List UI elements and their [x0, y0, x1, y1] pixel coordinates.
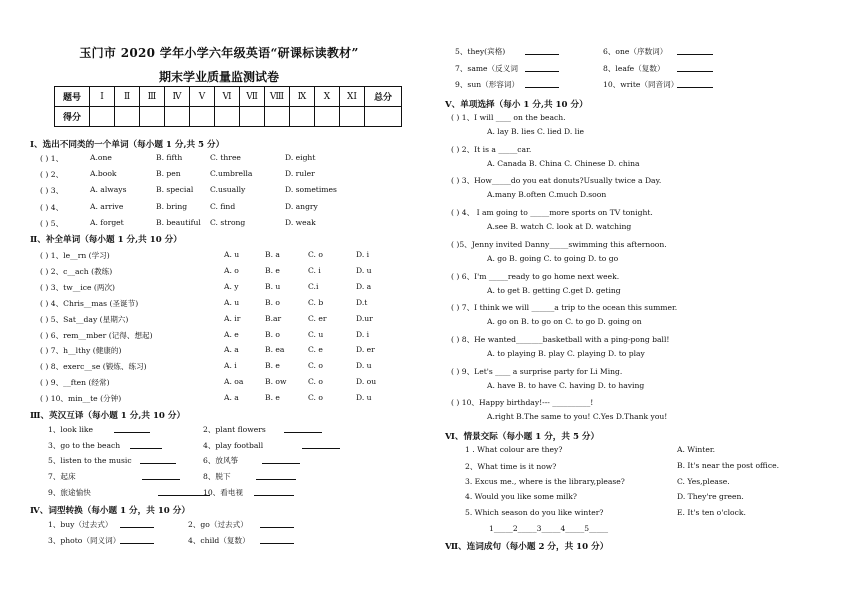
exam-subtitle: 期末学业质量监测试卷	[158, 70, 279, 84]
q3-item-left: 3、go to the beach	[48, 440, 121, 450]
q3-item-left: 1、look like	[48, 425, 93, 434]
q2-word: ( ) 2、c__ach (教练)	[40, 266, 113, 276]
q4-item-right: 10、write（同音词）	[603, 80, 679, 89]
q1-prefix: ( ) 2、	[40, 170, 64, 180]
q2-option-a: A. a	[224, 393, 239, 403]
q2-option-b: B. e	[265, 393, 280, 403]
score-cell[interactable]	[340, 107, 365, 127]
q1-option-a: A. arrive	[90, 201, 124, 211]
q1-option-b: B. beautiful	[156, 217, 201, 227]
q2-word: ( ) 1、le__rn (学习)	[40, 251, 110, 260]
q1-option-b: B. fifth	[156, 153, 183, 162]
q3-item-left: 7、起床	[48, 472, 76, 482]
q2-word: ( ) 7、h__lthy (健康的)	[40, 346, 122, 356]
q4-answer-blank[interactable]	[525, 63, 559, 72]
section-5-heading: Ⅴ、单项选择（每小 1 分,共 10 分）	[445, 100, 588, 110]
q2-option-b: B.ar	[265, 313, 282, 323]
q4-item-right: 8、leafe（复数）	[603, 63, 665, 73]
score-header-cell: Ⅴ	[190, 87, 215, 107]
q5-question: ( ) 8、He wanted_______basketball with a ping-pong ball!	[451, 334, 670, 344]
q2-option-c: C.i	[308, 281, 319, 291]
score-header-cell: ⅩⅠ	[340, 87, 365, 107]
q6-question: 4. Would you like some milk?	[465, 492, 577, 502]
q6-question: 5. Which season do you like winter?	[465, 508, 604, 518]
q2-option-c: C. u	[308, 329, 324, 339]
score-row-label: 得分	[55, 107, 90, 127]
q6-question: 3. Excus me., where is the library,please?	[465, 476, 625, 486]
q6-question: 1 . What colour are they?	[465, 445, 563, 454]
q6-answer-option: C. Yes,please.	[677, 476, 730, 486]
q2-option-b: B. ea	[265, 345, 285, 355]
q2-word: ( ) 3、tw__ice (两次)	[40, 282, 116, 292]
q6-answer-option: B. It's near the post office.	[677, 460, 780, 470]
q2-option-d: D. ou	[356, 377, 377, 387]
score-header-cell: 总分	[365, 87, 402, 107]
q5-question: ( ) 7、I think we will ______a trip to the ocean this summer.	[451, 303, 678, 313]
q5-options: A. go B. going C. to going D. to go	[487, 253, 619, 263]
q4-answer-blank[interactable]	[677, 63, 713, 72]
q2-option-c: C. e	[308, 345, 323, 355]
score-header-cell: Ⅰ	[90, 87, 115, 107]
q4-answer-blank[interactable]	[260, 535, 294, 544]
score-cell[interactable]	[140, 107, 165, 127]
q1-option-c: C. strong	[210, 217, 246, 227]
q5-options: A. to get B. getting C.get D. geting	[487, 285, 621, 295]
q2-option-a: A. oa	[224, 377, 244, 387]
score-header-cell: Ⅹ	[315, 87, 340, 107]
q3-answer-blank[interactable]	[262, 455, 300, 464]
q1-option-a: A. always	[90, 185, 127, 195]
score-cell[interactable]	[315, 107, 340, 127]
q5-options: A.right B.The same to you! C.Yes D.Thank you!	[487, 412, 668, 422]
q3-item-right: 6、放风筝	[203, 456, 239, 466]
q2-option-d: D. u	[356, 361, 372, 371]
q1-option-d: D. ruler	[285, 169, 315, 179]
q1-prefix: ( ) 4、	[40, 202, 64, 212]
q1-option-c: C.usually	[210, 185, 246, 195]
q4-answer-blank[interactable]	[677, 79, 713, 88]
q2-word: ( ) 5、Sat__day (星期六)	[40, 314, 129, 324]
q1-prefix: ( ) 3、	[40, 186, 64, 196]
section-4-heading: Ⅳ、词型转换（每小题 1 分，共 10 分）	[30, 506, 190, 516]
q4-item-left: 5、they(宾格)	[455, 47, 506, 56]
q2-option-a: A. ir	[224, 313, 241, 323]
q4-item-right: 6、one（序数词）	[603, 47, 668, 56]
q3-item-right: 4、play football	[203, 440, 264, 450]
exam-title: 玉门市 2020 学年小学六年级英语“研课标读教材”	[79, 46, 359, 60]
q2-option-a: A. a	[224, 345, 239, 355]
q5-question: ( ) 3、How_____do you eat donuts?Usually twice a Day.	[451, 176, 662, 186]
q4-answer-blank[interactable]	[525, 46, 559, 55]
q2-option-a: A. i	[224, 361, 237, 371]
q2-option-b: B. u	[265, 281, 281, 291]
q2-option-d: D. i	[356, 329, 370, 339]
score-cell[interactable]	[215, 107, 240, 127]
q6-question: 2、What time is it now?	[465, 461, 557, 471]
q4-item-left: 9、sun（形容词）	[455, 80, 520, 89]
score-header-cell: Ⅷ	[265, 87, 290, 107]
q2-option-d: D.t	[356, 297, 368, 307]
q1-option-c: C. three	[210, 153, 241, 162]
score-cell[interactable]	[240, 107, 265, 127]
q2-option-d: D. u	[356, 393, 372, 403]
q3-item-right: 10、看电视	[203, 487, 244, 497]
q2-option-c: C. o	[308, 361, 323, 371]
score-header-cell: Ⅲ	[140, 87, 165, 107]
q2-option-c: C. er	[308, 313, 327, 323]
q2-word: ( ) 6、rem__mber (记得、想起)	[40, 330, 153, 340]
score-table-score-row	[55, 107, 402, 127]
q1-option-a: A.one	[90, 153, 112, 162]
section-7-heading: Ⅶ、连词成句（每小题 2 分，共 10 分）	[445, 542, 609, 552]
section-2-heading: Ⅱ、补全单词（每小题 1 分,共 10 分）	[30, 235, 182, 245]
score-table	[54, 86, 402, 127]
q4-item-left: 3、photo（同义词）	[48, 536, 121, 545]
score-cell[interactable]	[115, 107, 140, 127]
q5-question: ( ) 9、Let's ____ a surprise party for Li Ming.	[451, 366, 623, 376]
score-cell[interactable]	[265, 107, 290, 127]
q2-option-b: B. e	[265, 361, 280, 371]
q3-item-right: 8、脱下	[203, 472, 231, 482]
section-3-heading: Ⅲ、英汉互译（每小题 1 分,共 10 分）	[30, 411, 186, 421]
q2-option-a: A. u	[224, 297, 240, 307]
q3-answer-blank[interactable]	[130, 440, 162, 449]
q2-option-d: D. a	[356, 281, 372, 291]
q1-option-b: B. bring	[156, 201, 188, 211]
q3-answer-blank[interactable]	[114, 424, 150, 433]
score-header-cell: Ⅸ	[290, 87, 315, 107]
q2-option-c: C. o	[308, 250, 323, 259]
q1-option-d: D. angry	[285, 201, 318, 211]
q1-option-c: C.umbrella	[210, 169, 253, 179]
q2-option-b: B. o	[265, 297, 280, 307]
score-header-cell: Ⅱ	[115, 87, 140, 107]
q1-prefix: ( ) 5、	[40, 218, 64, 228]
q1-option-b: B. pen	[156, 169, 181, 179]
q2-option-d: D. er	[356, 345, 375, 355]
q2-option-b: B. a	[265, 250, 280, 259]
q2-word: ( ) 8、exerc__se (锻炼、练习)	[40, 362, 147, 372]
q3-item-left: 5、listen to the music	[48, 456, 132, 466]
q5-options: A. to playing B. play C. playing D. to play	[487, 348, 645, 358]
q5-question: ( )5、Jenny invited Danny_____swimming this afternoon.	[451, 239, 667, 249]
score-header-cell: Ⅶ	[240, 87, 265, 107]
q3-item-right: 2、plant flowers	[203, 425, 266, 434]
q4-answer-blank[interactable]	[120, 535, 154, 544]
q4-answer-blank[interactable]	[120, 519, 154, 528]
q4-item-right: 2、go（过去式）	[188, 520, 248, 529]
q6-answer-option: E. It's ten o'clock.	[677, 508, 746, 518]
q1-option-c: C. find	[210, 201, 236, 211]
q2-option-b: B. o	[265, 329, 280, 339]
score-header-cell: Ⅵ	[215, 87, 240, 107]
q3-answer-blank[interactable]	[142, 471, 180, 480]
section-1-heading: Ⅰ、选出不同类的一个单词（每小题 1 分,共 5 分）	[30, 140, 225, 150]
q5-options: A.see B. watch C. look at D. watching	[487, 222, 632, 232]
q5-question: ( ) 4、 I am going to _____more sports on TV tonight.	[451, 208, 653, 218]
q5-options: A. go on B. to go on C. to go D. going on	[487, 317, 642, 327]
q5-options: A.many B.often C.much D.soon	[487, 190, 607, 200]
score-cell[interactable]	[90, 107, 115, 127]
q1-prefix: ( ) 1、	[40, 154, 64, 163]
q1-option-a: A. forget	[90, 217, 124, 227]
q2-option-a: A. y	[224, 281, 239, 291]
q2-option-d: D.ur	[356, 313, 373, 323]
q2-option-b: B. ow	[265, 377, 287, 387]
q2-option-c: C. o	[308, 377, 323, 387]
score-cell[interactable]	[165, 107, 190, 127]
q5-options: A. lay B. lies C. lied D. lie	[487, 127, 585, 136]
q5-options: A. have B. to have C. having D. to having	[487, 380, 645, 390]
q5-question: ( ) 2、It is a _____car.	[451, 144, 532, 154]
q4-item-right: 4、child（复数）	[188, 536, 250, 545]
score-header-cell: 题号	[55, 87, 90, 107]
q1-option-d: D. weak	[285, 217, 316, 227]
q1-option-d: D. eight	[285, 153, 316, 162]
section-6-answer-line: 1_____2_____3_____4_____5_____	[489, 524, 609, 533]
q2-option-d: D. u	[356, 265, 372, 275]
q5-question: ( ) 10、Happy birthday!--- __________!	[451, 398, 594, 408]
q4-item-left: 1、buy（过去式）	[48, 520, 113, 529]
q2-option-d: D. i	[356, 250, 370, 259]
q6-answer-option: A. Winter.	[677, 445, 716, 454]
q2-option-a: A. u	[224, 250, 240, 259]
q4-item-left: 7、same（反义词	[455, 63, 518, 73]
q2-word: ( ) 9、__ften (经常)	[40, 378, 110, 388]
q2-option-c: C. i	[308, 265, 321, 275]
q3-answer-blank[interactable]	[302, 440, 340, 449]
q2-word: ( ) 10、min__te (分钟)	[40, 394, 122, 404]
q2-word: ( ) 4、Chris__mas (圣诞节)	[40, 298, 139, 308]
q2-option-c: C. b	[308, 297, 324, 307]
score-header-cell: Ⅳ	[165, 87, 190, 107]
q4-answer-blank[interactable]	[260, 519, 294, 528]
q3-item-left: 9、旅途愉快	[48, 487, 91, 497]
q2-option-b: B. e	[265, 265, 280, 275]
q4-answer-blank[interactable]	[677, 46, 713, 55]
q3-answer-blank[interactable]	[254, 487, 294, 496]
q6-answer-option: D. They're green.	[677, 492, 744, 502]
q5-options: A. Canada B. China C. Chinese D. china	[487, 158, 640, 168]
section-6-heading: Ⅵ、情景交际（每小题 1 分，共 5 分）	[445, 432, 600, 442]
q2-option-a: A. e	[224, 329, 239, 339]
q3-answer-blank[interactable]	[284, 424, 322, 433]
q5-question: ( ) 6、I'm _____ready to go home next week.	[451, 271, 620, 281]
q1-option-b: B. special	[156, 185, 194, 195]
q1-option-a: A.book	[90, 169, 117, 179]
score-cell[interactable]	[290, 107, 315, 127]
q5-question: ( ) 1、I will ____ on the beach.	[451, 113, 566, 122]
score-cell[interactable]	[365, 107, 402, 127]
score-cell[interactable]	[190, 107, 215, 127]
q3-answer-blank[interactable]	[256, 471, 296, 480]
q3-answer-blank[interactable]	[140, 455, 176, 464]
score-table-header-row	[55, 87, 402, 107]
q2-option-a: A. o	[224, 265, 239, 275]
q4-answer-blank[interactable]	[525, 79, 559, 88]
q1-option-d: D. sometimes	[285, 185, 337, 195]
q2-option-c: C. o	[308, 393, 323, 403]
